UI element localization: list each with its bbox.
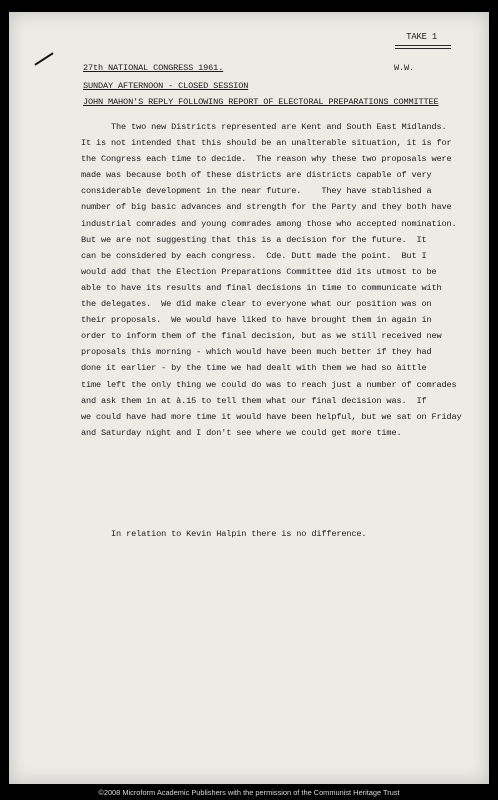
- document-page: [9, 12, 489, 784]
- take-label: TAKE 1: [406, 32, 437, 42]
- text-line: number of big basic advances and strength for the Party and they both have: [81, 202, 452, 213]
- take-double-underline: [395, 48, 451, 49]
- text-line: The two new Districts represented are Kent and South East Midlands.: [81, 122, 447, 132]
- text-line: their proposals. We would have liked to have brought them in again in: [81, 315, 432, 326]
- text-line: would add that the Election Preparations Committee did its utmost to be: [81, 266, 437, 277]
- take-underline: [395, 45, 451, 46]
- text-line: and Saturday night and I don't see where we could get more time.: [81, 427, 402, 438]
- author-initials: W.W.: [394, 63, 415, 73]
- text-line: It is not intended that this should be an unalterable situation, it is for: [81, 138, 452, 149]
- session-heading: SUNDAY AFTERNOON - CLOSED SESSION: [83, 81, 249, 91]
- text-line: and ask them in at à.15 to tell them what our final decision was. If: [81, 395, 427, 406]
- paragraph-2: In relation to Kevin Halpin there is no difference.: [81, 529, 367, 539]
- congress-heading: 27th NATIONAL CONGRESS 1961.: [83, 63, 224, 73]
- text-line: done it earlier - by the time we had dealt with them we had so àittle: [81, 363, 427, 374]
- text-line: able to have its results and final decisions in time to communicate with: [81, 282, 442, 293]
- copyright-footer: ©2008 Microform Academic Publishers with the permission of the Communist Heritage Trust: [98, 788, 400, 797]
- text-line: we could have had more time it would have been helpful, but we sat on Friday: [81, 411, 462, 422]
- pen-mark: [34, 52, 54, 66]
- text-line: proposals this morning - which would have been much better if they had: [81, 347, 432, 358]
- text-line: industrial comrades and young comrades among those who accepted nomination.: [81, 218, 457, 229]
- text-line: made was because both of these districts are districts capable of very: [81, 170, 432, 181]
- text-line: the delegates. We did make clear to everyone what our position was on: [81, 299, 432, 310]
- paragraph-1: [81, 119, 481, 441]
- text-line: order to inform them of the final decision, but as we still received new: [81, 331, 442, 342]
- text-line: the Congress each time to decide. The reason why these two proposals were: [81, 154, 452, 165]
- text-line: can be considered by each congress. Cde. Dutt made the point. But I: [81, 250, 427, 261]
- text-line: But we are not suggesting that this is a decision for the future. It: [81, 234, 427, 245]
- text-line: considerable development in the near future. They have stablished a: [81, 186, 432, 197]
- reply-heading: JOHN MAHON'S REPLY FOLLOWING REPORT OF ELECTORAL PREPARATIONS COMMITTEE: [83, 97, 439, 107]
- text-line: time left the only thing we could do was to reach just a number of comrades: [81, 379, 457, 390]
